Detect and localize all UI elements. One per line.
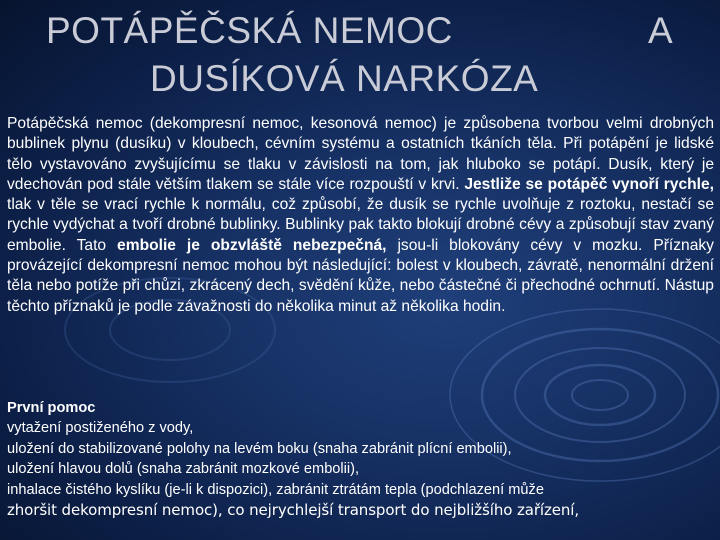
- first-aid-line: inhalace čistého kyslíku (je-li k dispozici), zabránit ztrátám tepla (podchlazení může: [7, 481, 544, 498]
- first-aid-line: zhoršit dekompresní nemoc), co nejrychlejší transport do nejbližšího zařízení,: [7, 501, 580, 520]
- text-segment: tlak v těle se vrací rychle k normálu, což způsobí, že dusík se rychle uvolňuje z roztoku, nestačí se rychle vydýchat a tvoří drobné bublinky. Bublinky pak takto blokují drobné cévy a způsobují stav zvaný embolie. Tato: [7, 196, 714, 254]
- title-line-1: POTÁPĚČSKÁ NEMOC: [46, 10, 453, 51]
- first-aid-line: uložení do stabilizované polohy na levém boku (snaha zabránit plícní embolii),: [7, 440, 512, 457]
- emphasis-surfacing: Jestliže se potápěč vynoří rychle,: [464, 175, 714, 193]
- emphasis-embolism: embolie je obzvláště nebezpečná,: [117, 236, 387, 254]
- title-conjunction: A: [648, 10, 674, 51]
- first-aid-line: vytažení postiženého z vody,: [7, 420, 194, 437]
- title-line-2: DUSÍKOVÁ NARKÓZA: [150, 58, 539, 99]
- text-segment: jsou-li blokovány cévy v mozku. Příznaky provázející dekompresní nemoc mohou být následující: bolest v kloubech, závratě, nenormální držení těla nebo potíže při chůzi, zkrácený dech, svědění kůže, nebo částečné či přechodné ochrnutí. Nástup těchto příznaků je podle závažnosti do několika minut až několika hodin.: [7, 236, 714, 315]
- first-aid-section: [7, 398, 717, 520]
- decompression-description: [7, 114, 714, 317]
- text-segment: Potápěčská nemoc (dekompresní nemoc, kesonová nemoc) je způsobena tvorbou velmi drobných bublinek plynu (dusíku) v kloubech, cévním systému a ostatních tkáních těla. Při potápění je lidské tělo vystavováno zvyšujícímu se tlaku v závislosti na tom, jak hluboko se potápí. Dusík, který je vdechován pod stále větším tlakem se stále více rozpouští v krvi.: [7, 115, 714, 193]
- first-aid-line: uložení hlavou dolů (snaha zabránit mozkové embolii),: [7, 461, 360, 478]
- first-aid-heading: První pomoc: [7, 400, 96, 416]
- description-paragraph: [7, 114, 714, 317]
